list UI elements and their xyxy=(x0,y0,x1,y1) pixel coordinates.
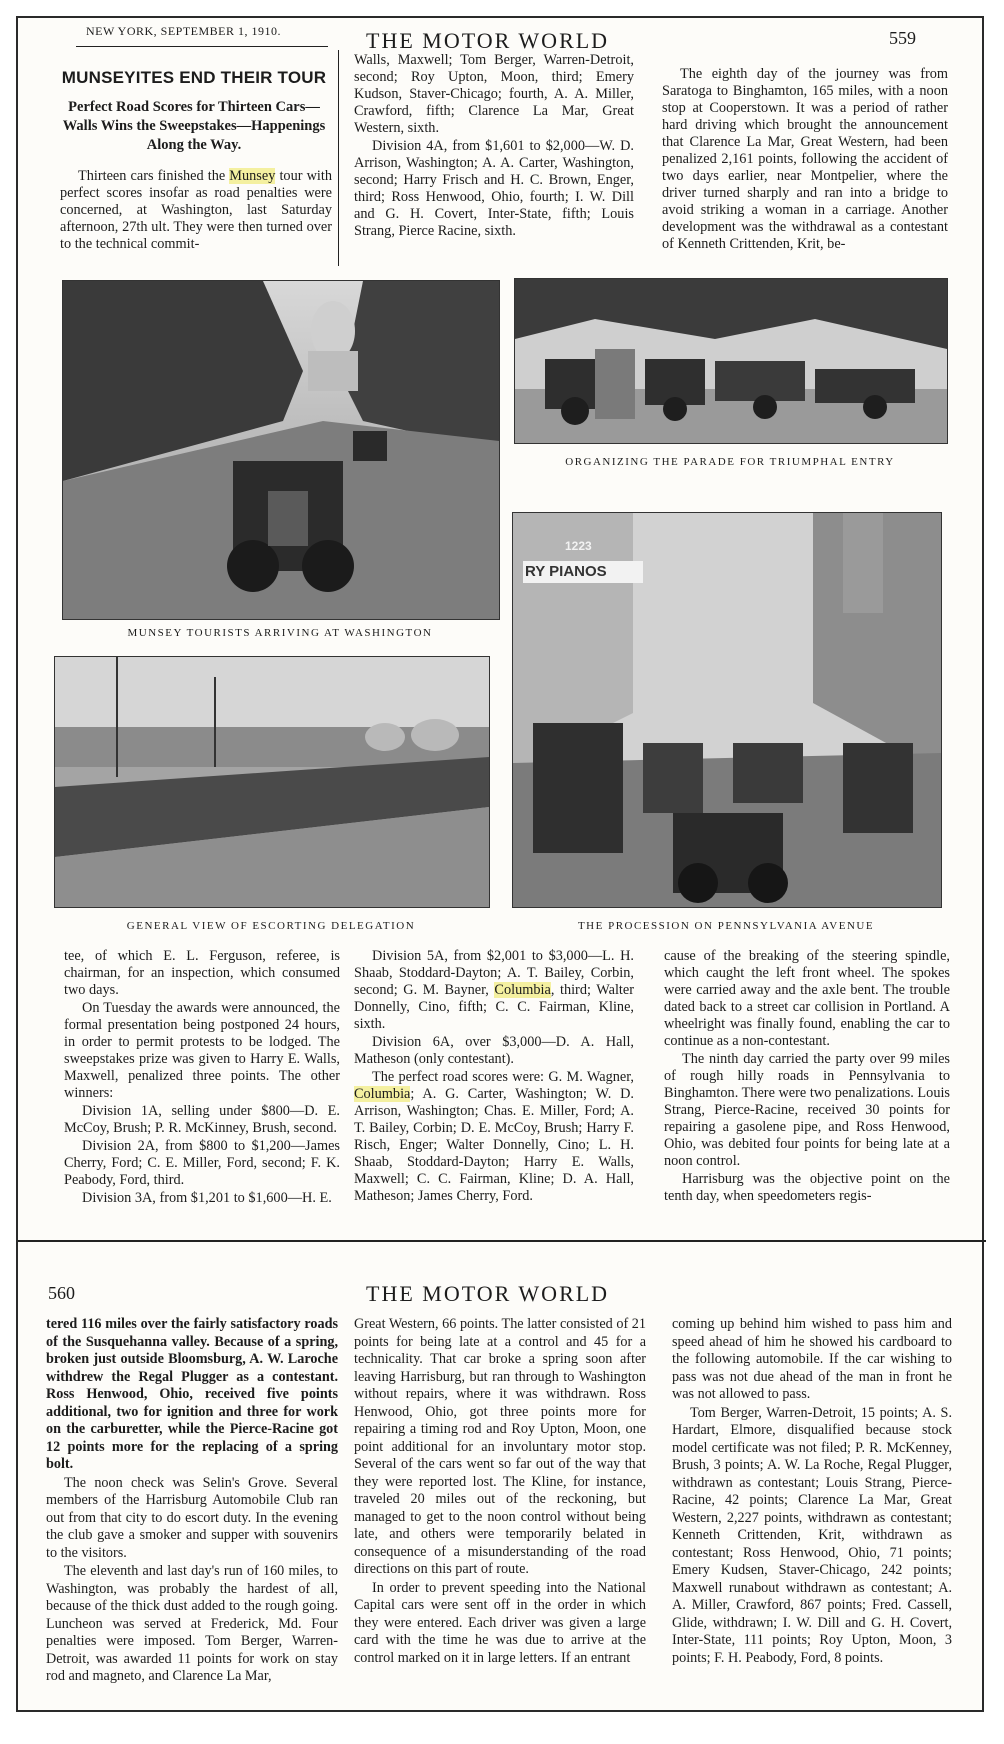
col2-top-p2: Division 4A, from $1,601 to $2,000—W. D. Arrison, Washington; A. A. Carter, Washington, second; Harry Frisch and H. C. Brown, Enger, third; Ross Henwood, Ohio, fourth; I. W. Dill and G. H. Covert, Inter-State, fifth; Louis Strang, Pierce Racine, sixth. xyxy=(354,138,634,239)
photo-tourists-arriving xyxy=(62,280,500,620)
col3-lower-p1: cause of the breaking of the steering spindle, which caught the left front wheel. The spokes were carried away and the axle bent. The trouble dated back to a street car collision in Portland. A wheelright was finally found, enabling the car to continue as a non-contestant. xyxy=(664,948,950,1049)
bottom-col2-p1: Great Western, 66 points. The latter consisted of 21 points for being late at a control and 45 for a technicality. That car broke a spring soon after leaving Harrisburg, but ran through to Washington without repairs, where it was withdrawn. Ross Henwood, Ohio, got three points more for repairing a timing rod and Roy Upton, Moon, one point additional for an involuntary motor stop. Several of the cars went so far out of the way that they were reported lost. The Kline, for instance, traveled 20 miles out of the reckoning, but managed to get to the noon control without being late, and others were temporarily belated in consequence of a misunderstanding of the road directions on this part of route. xyxy=(354,1316,646,1577)
col3-lower xyxy=(664,948,950,1206)
page-number: 559 xyxy=(889,28,916,48)
caption-tourists-arriving: MUNSEY TOURISTS ARRIVING AT WASHINGTON xyxy=(127,627,433,639)
magazine-title: THE MOTOR WORLD xyxy=(366,28,610,53)
bottom-col1-p2: The noon check was Selin's Grove. Several members of the Harrisburg Automobile Club ran out from that city to do escort duty. In the evening the club gave a smoker and supper with souvenirs to the visitors. xyxy=(46,1474,338,1561)
col2-top-p1: Walls, Maxwell; Tom Berger, Warren-Detroit, second; Roy Upton, Moon, third; Emery Kudson, Staver-Chicago; fourth, A. A. Miller, Crawford, fifth; Clarence La Mar, Great Western, sixth. xyxy=(354,52,634,136)
col1-lower-p1: tee, of which E. L. Ferguson, referee, is chairman, for an inspection, which consumed two days. xyxy=(64,948,340,998)
col2-lower-p1b: , third; Walter Donnelly, Cino, fifth; C. C. Fairman, Kline, sixth. xyxy=(354,982,634,1032)
bottom-col2-p2: In order to prevent speeding into the National Capital cars were sent off in the order in which they were entered. Each driver was given a large card with the time he was due to arrive at the control marked on it in large letters. If an entrant xyxy=(354,1579,646,1666)
date-line: NEW YORK, SEPTEMBER 1, 1910. xyxy=(86,24,282,38)
bottom-col1-p1: tered 116 miles over the fairly satisfactory roads of the Susquehanna valley. Because of a spring, broken just outside Bloomsburg, A. W. Laroche withdrew the Regal Plugger as a contestant. Ross Henwood, Ohio, received five points additional, two for ignition and three for work on the carburetter, while the Pierce-Racine got 12 points more for the replacing of a spring bolt. xyxy=(46,1316,338,1472)
bottom-page-number: 560 xyxy=(48,1283,75,1303)
intro-text-a: Thirteen cars finished the xyxy=(78,168,230,184)
bottom-col1-p3: The eleventh and last day's run of 160 miles, to Washington, was probably the hardest of all, because of the thick dust added to the rough going. Luncheon was served at Frederick, Md. Four penalties were imposed. Tom Berger, Warren-Detroit, was awarded 11 points for work on stay rod and magneto, and Clarence La Mar, xyxy=(46,1563,338,1684)
col1-lower-p5: Division 3A, from $1,201 to $1,600—H. E. xyxy=(82,1190,332,1206)
intro-text-b: tour with perfect scores insofar as road penalties were concerned, at Washington, last Saturday afternoon, 27th ult. They were then turned over to the technical commit- xyxy=(60,168,332,252)
article-subhead: Perfect Road Scores for Thirteen Cars—Walls Wins the Sweepstakes—Happenings Along the Way. xyxy=(62,99,326,153)
col2-lower-p1a: Division 5A, from $2,001 to $3,000—L. H. Shaab, Stoddard-Dayton; A. T. Bailey, Corbin, second; G. M. Bayner, xyxy=(354,948,634,998)
photo-organizing-parade-image xyxy=(515,279,947,443)
col3-lower-p2: The ninth day carried the party over 99 miles of rough hilly roads in Pennsylvania to Binghamton. There were two penalizations. Louis Strang, Pierce-Racine, received 30 points for repairing a gasolene pipe, and Ross Henwood, Ohio, was debited four points for being late at a noon control. xyxy=(664,1051,951,1169)
caption-organizing-parade: ORGANIZING THE PARADE FOR TRIUMPHAL ENTRY xyxy=(565,456,895,468)
column-rule xyxy=(338,50,339,266)
photo-escorting-delegation-image xyxy=(55,657,489,907)
caption-escorting-delegation: GENERAL VIEW OF ESCORTING DELEGATION xyxy=(126,920,416,932)
col2-top xyxy=(354,52,634,241)
bottom-col2 xyxy=(354,1316,646,1668)
col1-lower-p4: Division 2A, from $800 to $1,200—James Cherry, Ford; C. E. Miller, Ford, second; F. K. Peabody, Ford, third. xyxy=(64,1138,340,1188)
photo-organizing-parade xyxy=(514,278,948,444)
caption-pennsylvania-avenue: THE PROCESSION ON PENNSYLVANIA AVENUE xyxy=(577,920,875,932)
col1-lower-p2: On Tuesday the awards were announced, the formal presentation being postponed 24 hours, in order to permit protests to be lodged. The sweepstakes prize was given to Harry E. Walls, Maxwell, penalized three points. The other winners: xyxy=(64,1000,340,1101)
highlight-columbia-1: Columbia xyxy=(494,982,551,998)
col3-lower-p3: Harrisburg was the objective point on the tenth day, when speedometers regis- xyxy=(664,1171,950,1204)
bottom-magazine-title: THE MOTOR WORLD xyxy=(366,1281,610,1306)
header-rule xyxy=(76,46,328,47)
bottom-col1 xyxy=(46,1316,338,1687)
col2-lower-p2: Division 6A, over $3,000—D. A. Hall, Matheson (only contestant). xyxy=(354,1034,634,1067)
col2-lower xyxy=(354,948,634,1206)
col3-top xyxy=(662,66,948,254)
col1-lower xyxy=(64,948,340,1208)
photo-sign-pianos: RY PIANOS xyxy=(525,563,607,580)
photo-pennsylvania-avenue xyxy=(512,512,942,908)
photo-sign-number: 1223 xyxy=(565,539,592,553)
page-divider xyxy=(18,1240,986,1242)
col2-lower-p3a: The perfect road scores were: G. M. Wagner, xyxy=(372,1069,634,1085)
bottom-col3-p2: Tom Berger, Warren-Detroit, 15 points; A. S. Hardart, Elmore, disqualified because stock model certificate was not filed; P. R. McKenney, Brush, 3 points; A. W. La Roche, Regal Plugger, withdrawn as contestant; Louis Strang, Pierce-Racine, 42 points; Clarence La Mar, Great Western, 2,227 points, withdrawn as contestant; Kenneth Crittenden, Krit, withdrawn as contestant; Ross Henwood, Ohio, 71 points; Emery Kudsen, Staver-Chicago, 242 points; Maxwell runabout withdrawn as contestant; A. A. Miller, Crawford, 867 points; Fred. Cassell, Glide, withdrawn; I. W. Dill and G. H. Covert, Inter-State, 111 points; Roy Upton, Moon, 3 points; F. H. Peabody, Ford, 8 points. xyxy=(672,1404,952,1666)
bottom-col3 xyxy=(672,1316,952,1668)
col3-top-p1: The eighth day of the journey was from Saratoga to Binghamton, 165 miles, with a noon stop at Cooperstown. It was a period of rather hard driving which brought the announcement that Clarence La Mar, Great Western, had been penalized 2,161 points, following the accident of two days earlier, near Montpelier, where the driver turned sharply and ran into a bridge to avoid striking a woman in a carriage. Another development was the withdrawal as a contestant of Kenneth Crittenden, Krit, be- xyxy=(662,66,948,252)
col1-lower-p3: Division 1A, selling under $800—D. E. McCoy, Brush; P. R. McKinney, Brush, second. xyxy=(64,1103,340,1136)
article-intro xyxy=(60,168,332,254)
photo-tourists-arriving-image xyxy=(63,281,499,619)
col2-lower-p3b: ; A. G. Carter, Washington; W. D. Arrison, Washington; Chas. E. Miller, Ford; A. T. Bailey, Corbin; D. E. McCoy, Brush; Harry F. Risch, Enger; Walter Donnelly, Cino; L. H. Shaab, Stoddard-Dayton; Harry E. Walls, Maxwell; C. C. Fairman, Kline; D. A. Hall, Matheson; James Cherry, Ford. xyxy=(354,1086,634,1204)
highlight-munsey: Munsey xyxy=(229,168,276,184)
bottom-col3-p1: coming up behind him wished to pass him and speed ahead of him he showed his cardboard to the following automobile. If the car wishing to pass was not due ahead of the man in front he was not allowed to pass. xyxy=(672,1316,952,1402)
highlight-columbia-2: Columbia xyxy=(354,1086,411,1102)
article-headline: MUNSEYITES END THEIR TOUR xyxy=(61,68,327,87)
photo-escorting-delegation xyxy=(54,656,490,908)
